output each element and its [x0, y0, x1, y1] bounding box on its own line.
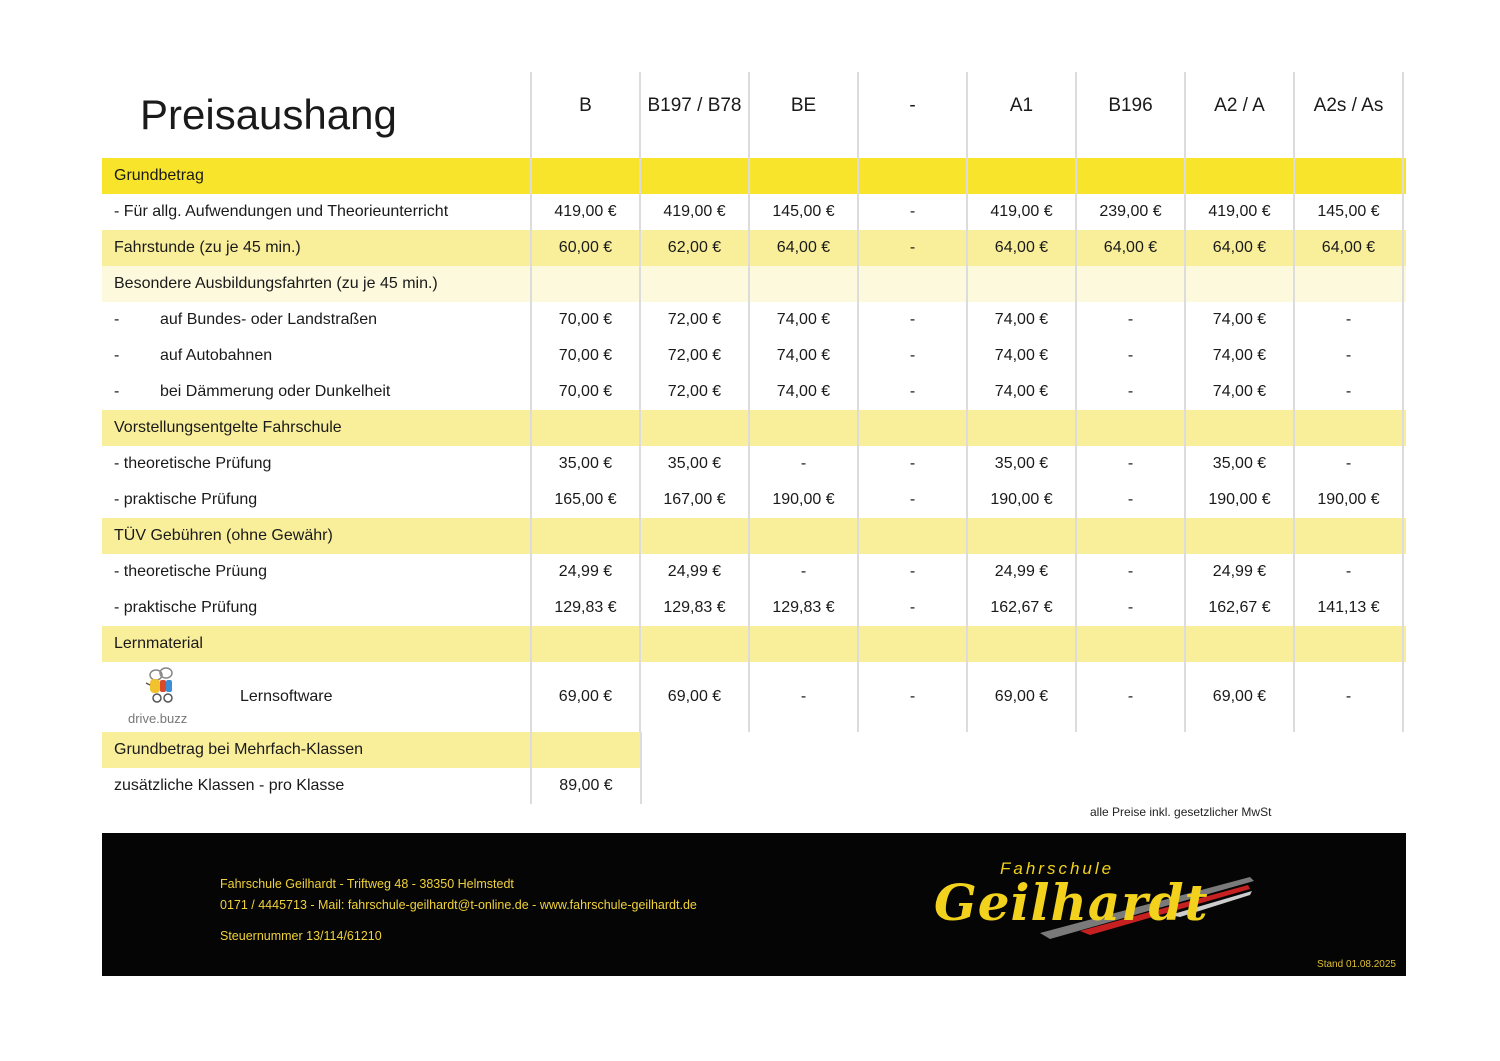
column-header: A1: [968, 72, 1077, 158]
price-cell: [1186, 266, 1295, 302]
column-header: B197 / B78: [641, 72, 750, 158]
price-cell: [859, 266, 968, 302]
table-row: [102, 338, 1406, 374]
row-label: [102, 158, 532, 194]
price-cell: 419,00 €: [1186, 194, 1295, 230]
price-cell: 74,00 €: [968, 338, 1077, 374]
price-cell: [750, 626, 859, 662]
price-cell: [1295, 626, 1404, 662]
mehrfach-label: zusätzliche Klassen - pro Klasse: [102, 768, 532, 804]
price-cell: [532, 518, 641, 554]
price-cell: 69,00 €: [968, 662, 1077, 732]
row-label-text: - theoretische Prüfung: [114, 455, 272, 472]
row-label: [102, 410, 532, 446]
row-label: [102, 194, 532, 230]
price-cell: 419,00 €: [532, 194, 641, 230]
footer-address: Fahrschule Geilhardt - Triftweg 48 - 38350 Helmstedt: [220, 877, 514, 891]
price-cell: -: [1295, 302, 1404, 338]
row-label-text: Lernmaterial: [114, 635, 203, 652]
row-dash: -: [114, 383, 120, 400]
row-label-text: Besondere Ausbildungsfahrten (zu je 45 min.): [114, 275, 438, 292]
price-cell: 64,00 €: [1186, 230, 1295, 266]
stand-date: Stand 01.08.2025: [1317, 959, 1396, 970]
price-cell: 190,00 €: [968, 482, 1077, 518]
price-cell: [1186, 410, 1295, 446]
price-cell: 72,00 €: [641, 302, 750, 338]
price-cell: 190,00 €: [1186, 482, 1295, 518]
price-cell: 69,00 €: [532, 662, 641, 732]
price-table: [102, 72, 1406, 804]
mehrfach-row: [102, 768, 642, 804]
price-cell: 74,00 €: [968, 374, 1077, 410]
logo-main-text: Geilhardt: [934, 873, 1209, 932]
price-cell: -: [859, 554, 968, 590]
price-cell: [750, 410, 859, 446]
price-cell: [1077, 266, 1186, 302]
drive-buzz-logo-text: drive.buzz: [128, 711, 188, 726]
column-header: B: [532, 72, 641, 158]
price-cell: -: [1077, 590, 1186, 626]
price-cell: [968, 266, 1077, 302]
row-label-text: bei Dämmerung oder Dunkelheit: [160, 383, 391, 400]
price-cell: [532, 266, 641, 302]
price-cell: -: [750, 662, 859, 732]
price-cell: 64,00 €: [1295, 230, 1404, 266]
row-label-text: Vorstellungsentgelte Fahrschule: [114, 419, 342, 436]
table-row: [102, 446, 1406, 482]
price-cell: [1077, 158, 1186, 194]
row-label-text: - theoretische Prüung: [114, 563, 267, 580]
price-sheet: [102, 72, 1406, 819]
price-cell: [859, 410, 968, 446]
price-cell: 74,00 €: [750, 374, 859, 410]
price-cell: 72,00 €: [641, 338, 750, 374]
column-header: A2 / A: [1186, 72, 1295, 158]
price-cell: 72,00 €: [641, 374, 750, 410]
price-cell: [1077, 626, 1186, 662]
table-row: [102, 482, 1406, 518]
price-cell: [1186, 626, 1295, 662]
price-cell: 129,83 €: [532, 590, 641, 626]
price-cell: 162,67 €: [968, 590, 1077, 626]
row-label-text: - praktische Prüfung: [114, 599, 258, 616]
price-cell: -: [859, 194, 968, 230]
price-cell: -: [1077, 662, 1186, 732]
price-cell: -: [1295, 446, 1404, 482]
price-cell: 74,00 €: [750, 338, 859, 374]
mehrfach-header-row: [102, 732, 642, 768]
price-cell: -: [1295, 662, 1404, 732]
row-dash: -: [114, 347, 120, 364]
row-label-text: Grundbetrag: [114, 167, 204, 184]
row-label: [102, 482, 532, 518]
price-cell: [750, 518, 859, 554]
table-row: [102, 230, 1406, 266]
price-cell: 145,00 €: [1295, 194, 1404, 230]
table-row: [102, 266, 1406, 302]
price-cell: -: [1295, 554, 1404, 590]
price-cell: 239,00 €: [1077, 194, 1186, 230]
row-label: [102, 518, 532, 554]
price-cell: [532, 410, 641, 446]
price-cell: [859, 158, 968, 194]
price-cell: [641, 626, 750, 662]
price-cell: 70,00 €: [532, 302, 641, 338]
price-cell: 74,00 €: [750, 302, 859, 338]
price-cell: 162,67 €: [1186, 590, 1295, 626]
price-cell: -: [859, 302, 968, 338]
price-cell: 64,00 €: [1077, 230, 1186, 266]
price-cell: 167,00 €: [641, 482, 750, 518]
column-header: -: [859, 72, 968, 158]
geilhardt-logo: [930, 855, 1260, 955]
price-cell: [750, 158, 859, 194]
price-cell: 74,00 €: [1186, 374, 1295, 410]
price-cell: 141,13 €: [1295, 590, 1404, 626]
price-cell: -: [750, 554, 859, 590]
table-row: [102, 626, 1406, 662]
row-label: [102, 338, 532, 374]
row-label-text: auf Bundes- oder Landstraßen: [160, 311, 378, 328]
price-cell: [1077, 518, 1186, 554]
price-cell: [532, 158, 641, 194]
price-cell: 190,00 €: [750, 482, 859, 518]
price-cell: [641, 158, 750, 194]
price-cell: 69,00 €: [1186, 662, 1295, 732]
price-cell: 145,00 €: [750, 194, 859, 230]
empty-cell: [532, 732, 642, 768]
lernsoftware-label-cell: [102, 662, 532, 732]
price-cell: [641, 518, 750, 554]
row-label: [102, 230, 532, 266]
price-cell: 74,00 €: [968, 302, 1077, 338]
price-cell: -: [1077, 338, 1186, 374]
row-label: [102, 590, 532, 626]
row-label: [102, 302, 532, 338]
price-cell: 24,99 €: [641, 554, 750, 590]
row-label: [102, 266, 532, 302]
price-cell: 129,83 €: [641, 590, 750, 626]
price-cell: 35,00 €: [532, 446, 641, 482]
price-cell: [1295, 266, 1404, 302]
price-cell: [859, 626, 968, 662]
price-cell: 419,00 €: [968, 194, 1077, 230]
price-cell: 69,00 €: [641, 662, 750, 732]
price-cell: [532, 626, 641, 662]
price-cell: 129,83 €: [750, 590, 859, 626]
column-header: B196: [1077, 72, 1186, 158]
drive-buzz-logo: [126, 665, 236, 729]
table-row: [102, 590, 1406, 626]
price-cell: -: [859, 446, 968, 482]
price-cell: [1186, 158, 1295, 194]
price-cell: 35,00 €: [641, 446, 750, 482]
table-row: [102, 374, 1406, 410]
price-cell: -: [1077, 302, 1186, 338]
price-cell: 74,00 €: [1186, 338, 1295, 374]
row-label-text: TÜV Gebühren (ohne Gewähr): [114, 527, 333, 544]
row-label-text: auf Autobahnen: [160, 347, 273, 364]
footer: [102, 833, 1406, 976]
price-cell: 62,00 €: [641, 230, 750, 266]
price-cell: [1295, 158, 1404, 194]
lernsoftware-label: Lernsoftware: [240, 688, 333, 705]
price-cell: 70,00 €: [532, 374, 641, 410]
price-cell: 35,00 €: [1186, 446, 1295, 482]
price-cell: 190,00 €: [1295, 482, 1404, 518]
price-cell: 24,99 €: [532, 554, 641, 590]
price-cell: [1295, 518, 1404, 554]
row-label: [102, 554, 532, 590]
price-cell: 70,00 €: [532, 338, 641, 374]
price-cell: 74,00 €: [1186, 302, 1295, 338]
table-row: [102, 554, 1406, 590]
price-cell: 60,00 €: [532, 230, 641, 266]
logo-top-text: Fahrschule: [1000, 859, 1115, 878]
price-cell: 165,00 €: [532, 482, 641, 518]
price-cell: [968, 626, 1077, 662]
footer-tax-number: Steuernummer 13/114/61210: [220, 929, 382, 943]
table-header-row: [102, 72, 1406, 158]
column-header: A2s / As: [1295, 72, 1404, 158]
price-cell: -: [859, 374, 968, 410]
lernsoftware-row: [102, 662, 1406, 732]
mehrfach-price: 89,00 €: [532, 768, 642, 804]
row-label: [102, 626, 532, 662]
price-cell: -: [1077, 446, 1186, 482]
mehrfach-header: Grundbetrag bei Mehrfach-Klassen: [102, 732, 532, 768]
price-cell: -: [859, 662, 968, 732]
row-label-text: Fahrstunde (zu je 45 min.): [114, 239, 301, 256]
price-cell: [1077, 410, 1186, 446]
price-cell: [968, 158, 1077, 194]
vat-note: alle Preise inkl. gesetzlicher MwSt: [1090, 805, 1272, 819]
price-cell: -: [859, 338, 968, 374]
price-cell: -: [1077, 554, 1186, 590]
row-label-text: - praktische Prüfung: [114, 491, 258, 508]
table-row: [102, 302, 1406, 338]
row-label-text: - Für allg. Aufwendungen und Theorieunterricht: [114, 203, 449, 220]
price-cell: [1295, 410, 1404, 446]
table-row: [102, 194, 1406, 230]
price-cell: -: [1077, 374, 1186, 410]
price-cell: [641, 410, 750, 446]
row-label: [102, 374, 532, 410]
price-cell: 64,00 €: [750, 230, 859, 266]
table-row: [102, 518, 1406, 554]
price-cell: [859, 518, 968, 554]
row-dash: -: [114, 311, 120, 328]
price-cell: 24,99 €: [968, 554, 1077, 590]
price-cell: [1186, 518, 1295, 554]
row-label: [102, 446, 532, 482]
price-cell: -: [1295, 374, 1404, 410]
footer-contact: 0171 / 4445713 - Mail: fahrschule-geilhardt@t-online.de - www.fahrschule-geilhardt.de: [220, 898, 697, 912]
price-cell: 24,99 €: [1186, 554, 1295, 590]
table-row: [102, 410, 1406, 446]
price-cell: 35,00 €: [968, 446, 1077, 482]
price-cell: -: [1295, 338, 1404, 374]
price-cell: [968, 410, 1077, 446]
column-header: BE: [750, 72, 859, 158]
page-title: Preisaushang: [102, 72, 532, 158]
price-cell: 419,00 €: [641, 194, 750, 230]
price-cell: -: [859, 230, 968, 266]
price-cell: [968, 518, 1077, 554]
price-cell: -: [859, 482, 968, 518]
table-row: [102, 158, 1406, 194]
price-cell: -: [750, 446, 859, 482]
price-cell: -: [1077, 482, 1186, 518]
price-cell: 64,00 €: [968, 230, 1077, 266]
price-cell: [641, 266, 750, 302]
price-cell: -: [859, 590, 968, 626]
price-cell: [750, 266, 859, 302]
